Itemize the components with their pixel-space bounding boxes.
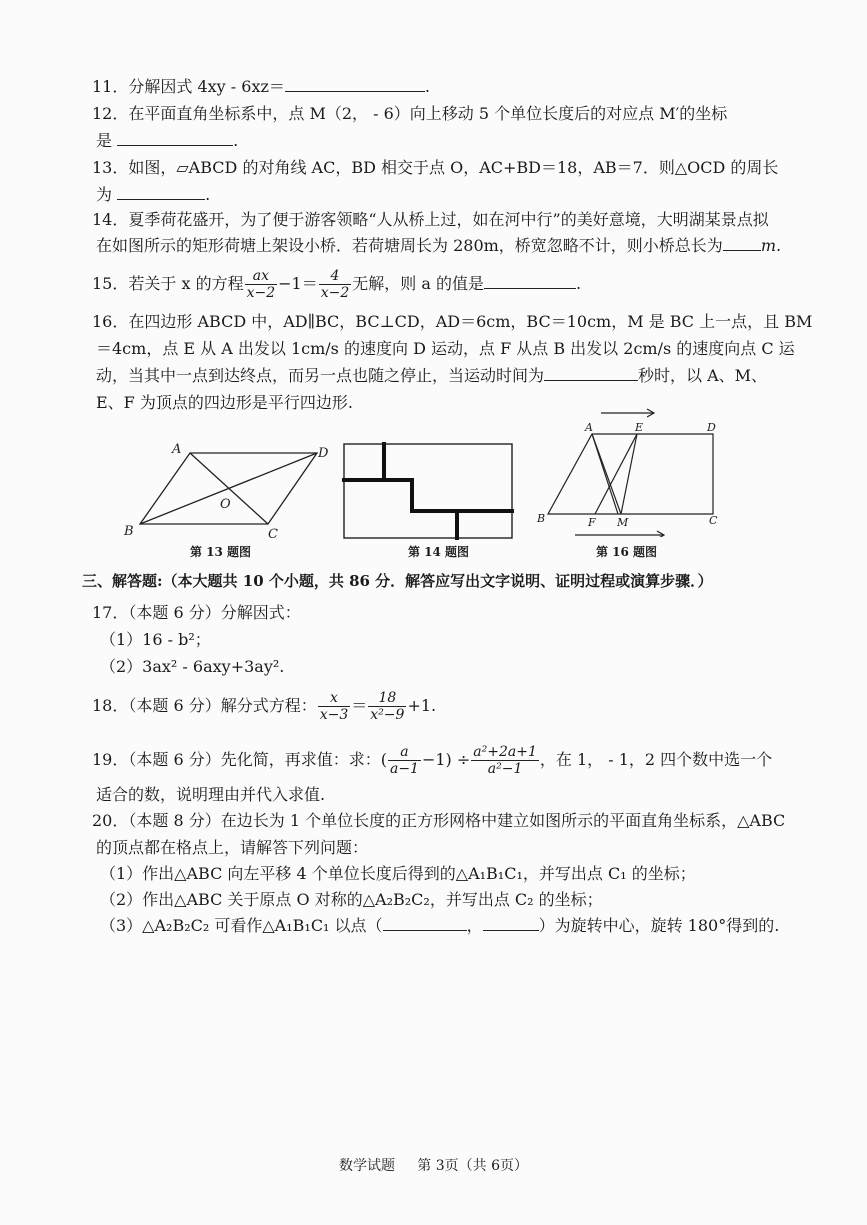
q15-f2-denominator: x−2 [320,285,350,301]
q19-head: （本题 6 分）先化简，再求值：求：( [128,750,387,769]
label-d: D [707,421,716,434]
label-c: C [709,514,718,527]
q19-f2-numerator: a²+2a+1 [473,744,537,760]
question-14 [92,207,769,233]
q12-line1: 在平面直角坐标系中，点 M（2， - 6）向上移动 5 个单位长度后的对应点 M′的坐标 [128,104,728,123]
label-o: O [220,497,231,512]
q19-f1-denominator: a−1 [389,761,419,777]
q14-number: 14． [92,210,129,229]
section-3-heading: 三、解答题:（本大题共 10 个小题，共 86 分．解答应写出文字说明、证明过程或演算步骤．） [82,572,713,590]
diagonal-bd [140,453,317,524]
q19-fraction-1 [388,744,421,777]
arrow-bottom-head [657,531,664,537]
q18-post: +1. [407,696,437,715]
question-19 [92,744,772,777]
q18-fraction-2 [368,690,406,723]
q16-line4: E、F 为顶点的四边形是平行四边形. [96,393,353,412]
q11-answer-blank[interactable] [285,75,425,92]
q13-line2: 为 [96,185,113,204]
q15-f1-numerator: ax [245,268,278,285]
q20-p3c: ）为旋转中心，旋转 180°得到的. [538,916,780,935]
q18-fraction-1 [318,690,351,723]
question-15 [92,268,581,301]
q13-answer-blank[interactable] [117,183,205,200]
q13-line1: 如图，▱ABCD 的对角线 AC，BD 相交于点 O，AC+BD＝18，AB＝7．则△OCD 的周长 [128,158,779,177]
q11-number: 11． [92,77,129,96]
q20-p3b: ， [466,916,483,935]
q16-line1: 在四边形 ABCD 中，AD∥BC，BC⊥CD，AD＝6cm，BC＝10cm，M 是 BC 上一点，且 BM [128,312,813,331]
question-17 [92,600,301,626]
q14-unit: m. [760,236,782,255]
figure-14 [340,440,516,542]
q17-part1: （1）16 - b²； [100,630,211,649]
q16-number: 16． [92,312,129,331]
q19-f2-denominator: a²−1 [487,761,523,777]
figure-13-caption: 第 13 题图 [190,545,252,559]
q12-answer-blank[interactable] [117,129,233,146]
q11-end: . [424,77,431,96]
q17-number: 17． [92,603,129,622]
q15-number: 15． [92,274,129,293]
q14-line2: 在如图所示的矩形荷塘上架设小桥．若荷塘周长为 280m，桥宽忽略不计，则小桥总长为 [96,236,723,255]
q20-p3a: （3）△A₂B₂C₂ 可看作△A₁B₁C₁ 以点（ [100,916,383,935]
label-d: D [318,446,329,461]
q12-end: . [233,131,239,150]
question-12 [92,101,727,127]
q20-blank-y[interactable] [483,914,539,931]
q12-number: 12． [92,104,129,123]
q18-f1-numerator: x [318,690,351,707]
q15-pre: 若关于 x 的方程 [128,274,244,293]
question-18 [92,690,436,723]
q19-line2: 适合的数，说明理由并代入求值. [96,785,326,804]
q18-eq: ＝ [351,696,368,715]
question-16 [92,309,812,335]
q15-end: . [575,274,582,293]
q18-head: （本题 6 分）解分式方程： [128,696,317,715]
q13-number: 13． [92,158,129,177]
q16-line2: ＝4cm，点 E 从 A 出发以 1cm/s 的速度向 D 运动，点 F 从点 B 出发以 2cm/s 的速度向点 C 运 [96,339,795,358]
q12-line2: 是 [96,131,113,150]
q18-f2-numerator: 18 [368,690,406,707]
q19-m1: −1) ÷ [421,750,471,769]
q15-fraction-2 [319,268,352,301]
q15-fraction-1 [245,268,278,301]
q20-part2: （2）作出△ABC 关于原点 O 对称的△A₂B₂C₂，并写出点 C₂ 的坐标； [100,890,603,909]
q18-number: 18． [92,696,129,715]
label-f: F [588,516,596,529]
q20-line1: （本题 8 分）在边长为 1 个单位长度的正方形网格中建立如图所示的平面直角坐标系，△ABC [128,811,786,830]
q18-f2-denominator: x²−9 [370,707,405,723]
bridge-path [344,480,512,511]
figure-13 [120,440,335,540]
question-11 [92,74,430,100]
question-13-line2 [96,182,210,208]
label-m: M [617,516,629,529]
q13-end: . [205,185,211,204]
question-20 [92,808,785,834]
q14-answer-blank[interactable] [723,234,761,251]
question-16-line4 [96,390,353,416]
q11-text: 分解因式 4xy - 6xz＝ [128,77,285,96]
label-b: B [124,524,134,539]
page-footer [0,1155,867,1175]
label-c: C [268,527,278,540]
q20-blank-x[interactable] [383,914,467,931]
q20-part1: （1）作出△ABC 向左平移 4 个单位长度后得到的△A₁B₁C₁，并写出点 C₁ 的坐标； [100,864,696,883]
q17-part2: （2）3ax² - 6axy+3ay². [100,657,285,676]
q19-f1-numerator: a [388,744,421,761]
question-12-line2 [96,128,238,154]
q19-fraction-2 [471,744,539,777]
question-13 [92,155,778,181]
q18-f1-denominator: x−3 [319,707,349,723]
footer-subject: 数学试题 [339,1158,395,1174]
figure-16 [535,405,730,537]
footer-page: 第 3页（共 6页） [417,1158,528,1174]
segment-ef [621,434,637,514]
q15-f1-denominator: x−2 [246,285,276,301]
q20-number: 20． [92,811,129,830]
q17-head: （本题 6 分）分解因式： [128,603,301,622]
q16-line3b: 秒时，以 A、M、 [638,366,768,385]
q20-part3 [100,913,779,939]
q14-line1: 夏季荷花盛开，为了便于游客领略“人从桥上过，如在河中行”的美好意境，大明湖某景点拟 [128,210,769,229]
label-e: E [635,421,644,434]
q16-line3a: 动，当其中一点到达终点，而另一点也随之停止，当运动时间为 [96,366,545,385]
label-a: A [585,421,593,434]
segment-em [595,434,637,514]
label-b: B [537,512,546,525]
question-16-line2 [96,336,795,362]
q15-answer-blank[interactable] [484,272,576,289]
figure-16-caption: 第 16 题图 [596,545,658,559]
q15-post: 无解，则 a 的值是 [352,274,484,293]
question-16-line3 [96,363,767,389]
segment-am [592,434,618,514]
q20-line2: 的顶点都在格点上，请解答下列问题： [96,838,369,857]
figure-14-caption: 第 14 题图 [408,545,470,559]
label-a: A [172,442,182,457]
q16-answer-blank[interactable] [544,364,638,381]
q19-post: ，在 1， - 1，2 四个数中选一个 [539,750,773,769]
question-14-line2 [96,233,781,259]
q15-mid: −1＝ [278,274,318,293]
q15-f2-numerator: 4 [319,268,352,285]
pond-rectangle [344,444,512,538]
q19-number: 19． [92,750,129,769]
